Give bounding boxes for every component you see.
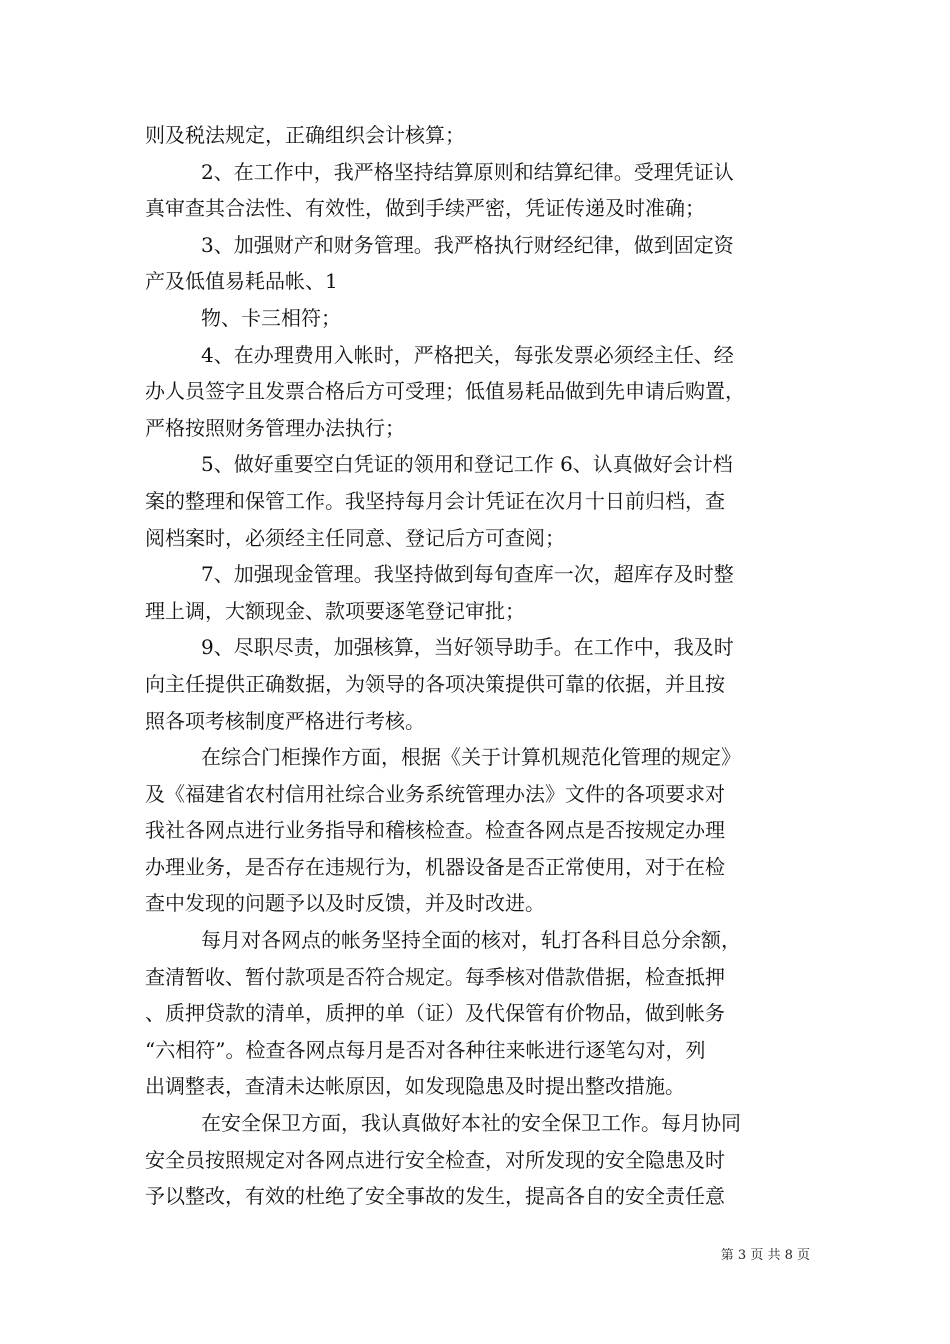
text-line: 安全员按照规定对各网点进行安全检查，对所发现的安全隐患及时 — [145, 1147, 725, 1172]
text-line: 向主任提供正确数据，为领导的各项决策提供可靠的依据，并且按 — [145, 671, 725, 696]
text-line: 及《福建省农村信用社综合业务系统管理办法》文件的各项要求对 — [145, 781, 725, 806]
text-line: 9、尽职尽责，加强核算，当好领导助手。在工作中，我及时 — [201, 635, 734, 660]
text-line: 2、在工作中，我严格坚持结算原则和结算纪律。受理凭证认 — [201, 159, 734, 184]
text-line: 3、加强财产和财务管理。我严格执行财经纪律，做到固定资 — [201, 232, 734, 257]
text-line: 查中发现的问题予以及时反馈，并及时改进。 — [145, 891, 545, 916]
text-line: 在安全保卫方面，我认真做好本社的安全保卫工作。每月协同 — [201, 1111, 741, 1136]
text-line: 照各项考核制度严格进行考核。 — [145, 708, 425, 733]
document-body — [145, 117, 810, 1215]
text-line: 7、加强现金管理。我坚持做到每旬查库一次，超库存及时整 — [201, 562, 734, 587]
text-line: 严格按照财务管理办法执行； — [145, 415, 405, 440]
text-line: 则及税法规定，正确组织会计核算； — [145, 123, 465, 147]
text-line: 我社各网点进行业务指导和稽核检查。检查各网点是否按规定办理 — [145, 818, 725, 843]
text-line: 办人员签字且发票合格后方可受理；低值易耗品做到先申请后购置， — [145, 379, 745, 404]
text-line: 出调整表，查清未达帐原因，如发现隐患及时提出整改措施。 — [145, 1074, 685, 1099]
text-line: 真审查其合法性、有效性，做到手续严密，凭证传递及时准确； — [145, 196, 705, 221]
text-line: 案的整理和保管工作。我坚持每月会计凭证在次月十日前归档，查 — [145, 488, 725, 513]
text-line: 阅档案时，必须经主任同意、登记后方可查阅； — [145, 525, 565, 550]
text-line: 在综合门柜操作方面，根据《关于计算机规范化管理的规定》 — [201, 745, 741, 770]
page-number: 第 3 页 共 8 页 — [720, 1248, 810, 1263]
text-line: 5、做好重要空白凭证的领用和登记工作 6、认真做好会计档 — [201, 452, 733, 477]
text-line: 予以整改，有效的杜绝了安全事故的发生，提高各自的安全责任意 — [145, 1184, 725, 1209]
text-line: 每月对各网点的帐务坚持全面的核对，轧打各科目总分余额， — [201, 928, 741, 953]
text-line: 4、在办理费用入帐时，严格把关，每张发票必须经主任、经 — [201, 342, 734, 367]
text-line: 查清暂收、暂付款项是否符合规定。每季核对借款借据，检查抵押 — [145, 964, 725, 989]
text-line: 产及低值易耗品帐、1 — [145, 269, 338, 294]
text-line: 物、卡三相符； — [201, 305, 341, 330]
text-line: 、质押贷款的清单，质押的单（证）及代保管有价物品，做到帐务 — [145, 1001, 725, 1026]
text-line: 办理业务，是否存在违规行为，机器设备是否正常使用，对于在检 — [145, 854, 725, 879]
text-line: “六相符”。检查各网点每月是否对各种往来帐进行逐笔勾对，列 — [145, 1037, 706, 1062]
text-line: 理上调，大额现金、款项要逐笔登记审批； — [145, 598, 525, 623]
